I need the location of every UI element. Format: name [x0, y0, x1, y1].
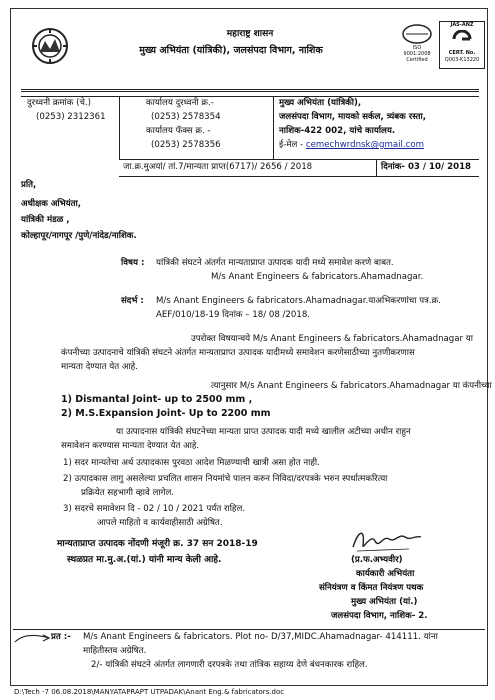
email-link[interactable]: cemechwrdnsk@gmail.com — [305, 140, 425, 150]
recipient-line1: प्रति, — [21, 180, 37, 190]
signatory-name: (प्र.फ.अभ्यवीर) — [351, 555, 403, 565]
copy-line2: माहितीस्तव अग्रेषित. — [83, 646, 147, 656]
contact-top-rule — [21, 96, 479, 97]
iso-line3: Certified — [406, 57, 428, 63]
address-line1: मुख्य अभियंता (यांत्रिकी), — [279, 98, 362, 108]
jasanz-logo — [439, 21, 485, 69]
condition-1: 1) सदर मान्यतेचा अर्थ उत्पादकास पुरवठा आदेश मिळण्याची खात्री असा होत नाही. — [63, 458, 320, 468]
signatory-designation4: जलसंपदा विभाग, नाशिक- 2. — [331, 611, 428, 621]
phone-label: दुरध्वनी क्रमांक (चे.) — [27, 98, 92, 108]
contact-divider-2 — [273, 96, 274, 159]
reference-number: जा.क्र.मुअयां/ तां.7/मान्यता प्राप्त(6717)/ 2656 / 2018 — [123, 162, 313, 172]
para3-line1: या उत्पादनास यांत्रिकी संघटनेच्या मान्यता प्राप्त उत्पादक यादी मध्ये खालील अटीच्या अधीन राहुन — [116, 427, 411, 437]
ref-bottom-rule — [119, 176, 479, 177]
iso-line2: 9001:2008 — [403, 51, 431, 57]
item2: 2) M.S.Expansion Joint- Up to 2200 mm — [61, 408, 271, 419]
approval-line1: मान्यताप्राप्त उत्पादक नोंदणी मंजूरी क्र. 37 सन 2018-19 — [57, 539, 258, 549]
subject-line2: M/s Anant Engineers & fabricators.Ahamadnagar. — [211, 272, 424, 282]
signatory-designation2: संनियंत्रण व किंमत नियंत्रण पथक — [319, 583, 424, 593]
handwritten-arrow-icon — [13, 630, 53, 646]
jasanz-cert-line1: CERT. No. — [448, 50, 476, 56]
para3-line2: समावेशन करण्यास मान्यता देण्यात येत आहे. — [61, 441, 200, 451]
jasanz-cert-line2: Q003-K13220 — [444, 57, 480, 63]
subject-line1: यांत्रिकी संघटने अंतर्गत मान्यताप्राप्त उत्पादक यादी मध्ये समावेश करणे बाबत. — [156, 258, 394, 268]
copy-label: प्रत :- — [51, 632, 71, 642]
item1: 1) Dismantal Joint- up to 2500 mm , — [61, 394, 253, 405]
office-phone-label: कार्यालय दुरध्वनी क्र.- — [146, 98, 214, 108]
address-line2: जलसंपदा विभाग, मायको सर्कल, त्र्यंबक रस्ता, — [279, 112, 427, 122]
reference-line1: M/s Anant Engineers & fabricators.Ahamadnagar.याअभिकरणांचा पत्र.क्र. — [156, 296, 441, 306]
reference-line2: AEF/010/18-19 दिनांक – 18/ 08 /2018. — [156, 310, 311, 320]
header-rule-2 — [21, 91, 479, 92]
jasanz-mark-icon — [452, 30, 472, 48]
header-rule — [21, 89, 479, 90]
letter-date: दिनांक- 03 / 10/ 2018 — [381, 162, 472, 172]
para2: त्यानुसार M/s Anant Engineers & fabricators.Ahamadnagar या कंपनीच्या — [211, 381, 492, 391]
iso-logo — [398, 23, 436, 65]
recipient-line2: अधीक्षक अभियंता, — [21, 199, 82, 209]
contact-divider-1 — [119, 96, 120, 159]
reference-label: संदर्भ : — [121, 296, 144, 306]
footer-file-path: D:\Tech -7 06.08.2018\MANYATAPRAPT UTPADAK\Anant Eng.& fabricators.doc — [14, 688, 285, 696]
copy-separator — [13, 629, 485, 630]
iso-badge-icon — [398, 23, 436, 45]
ref-top-rule — [119, 159, 479, 160]
approval-line2: स्थळप्रत मा.मु.अ.(यां.) यांनी मान्य केली आहे. — [67, 555, 222, 565]
recipient-line4: कोल्हापूर/नागपूर /पुणे/नांदेड/नाशिक. — [21, 231, 137, 241]
para1-line2: कंपनीच्या उत्पादनाचे यांत्रिकी संघटने अंतर्गत मान्यताप्राप्त उत्पादक यादीमध्ये समावेशन करणेसाठीच्या नुतणीकरणास — [61, 348, 415, 358]
email-label: ई-मेल - — [279, 140, 304, 150]
condition-3: 3) सदरचे समावेशन दि - 02 / 10 / 2021 पर्यंत राहिल. — [63, 504, 246, 514]
closing-line: आपले माहितो व कार्यवाहीसाठी अग्रेषित. — [97, 518, 223, 528]
ref-date-divider — [376, 159, 377, 176]
office-phone-value: (0253) 2578354 — [151, 112, 221, 122]
copy-line3: 2/- यांत्रिकी संघटने अंतर्गत लागणारी दरपत्रके तथा तांत्रिक सहाय्य देणे बंधनकारक राहिल. — [91, 660, 368, 670]
recipient-line3: यांत्रिकी मंडळ , — [21, 215, 70, 225]
phone-value: (0253) 2312361 — [36, 112, 106, 122]
office-title: मुख्य अभियंता (यांत्रिकी), जलसंपदा विभाग, नाशिक — [139, 45, 323, 56]
para1-line3: मान्यता देण्यात येत आहे. — [61, 362, 138, 372]
letter-page — [10, 8, 492, 686]
fax-value: (0253) 2578356 — [151, 140, 221, 150]
copy-line1: M/s Anant Engineers & fabricators. Plot no- D/37,MIDC.Ahamadnagar- 414111. यांना — [83, 632, 438, 642]
condition-2-line1: 2) उत्पादकास लागु असलेल्या प्रचलित शासन नियमांचे पालन करुन निविदा/दरपत्रके भरुन स्पर्धात्मकरित्या — [63, 474, 388, 484]
signature-scribble-icon — [349, 525, 429, 555]
fax-label: कार्यालय फॅक्स क्र. - — [146, 126, 211, 136]
iso-line1: ISO — [412, 45, 422, 51]
condition-2-line2: प्रक्रियेत सहभागी व्हावे लागेल. — [81, 488, 174, 498]
gov-title: महाराष्ट्र शासन — [226, 29, 274, 39]
signatory-designation3: मुख्य अभियंता (यां.) — [351, 597, 418, 607]
email-row — [279, 140, 424, 151]
jasanz-top: JAS-ANZ — [450, 22, 474, 28]
signatory-designation1: कार्यकारी अभियंता — [356, 569, 415, 579]
para1-line1: उपरोक्त विषयान्वये M/s Anant Engineers & fabricators.Ahamadnagar या — [191, 334, 474, 344]
address-line3: नाशिक-422 002, यांचे कार्यालय. — [279, 126, 396, 136]
subject-label: विषय : — [121, 258, 145, 268]
